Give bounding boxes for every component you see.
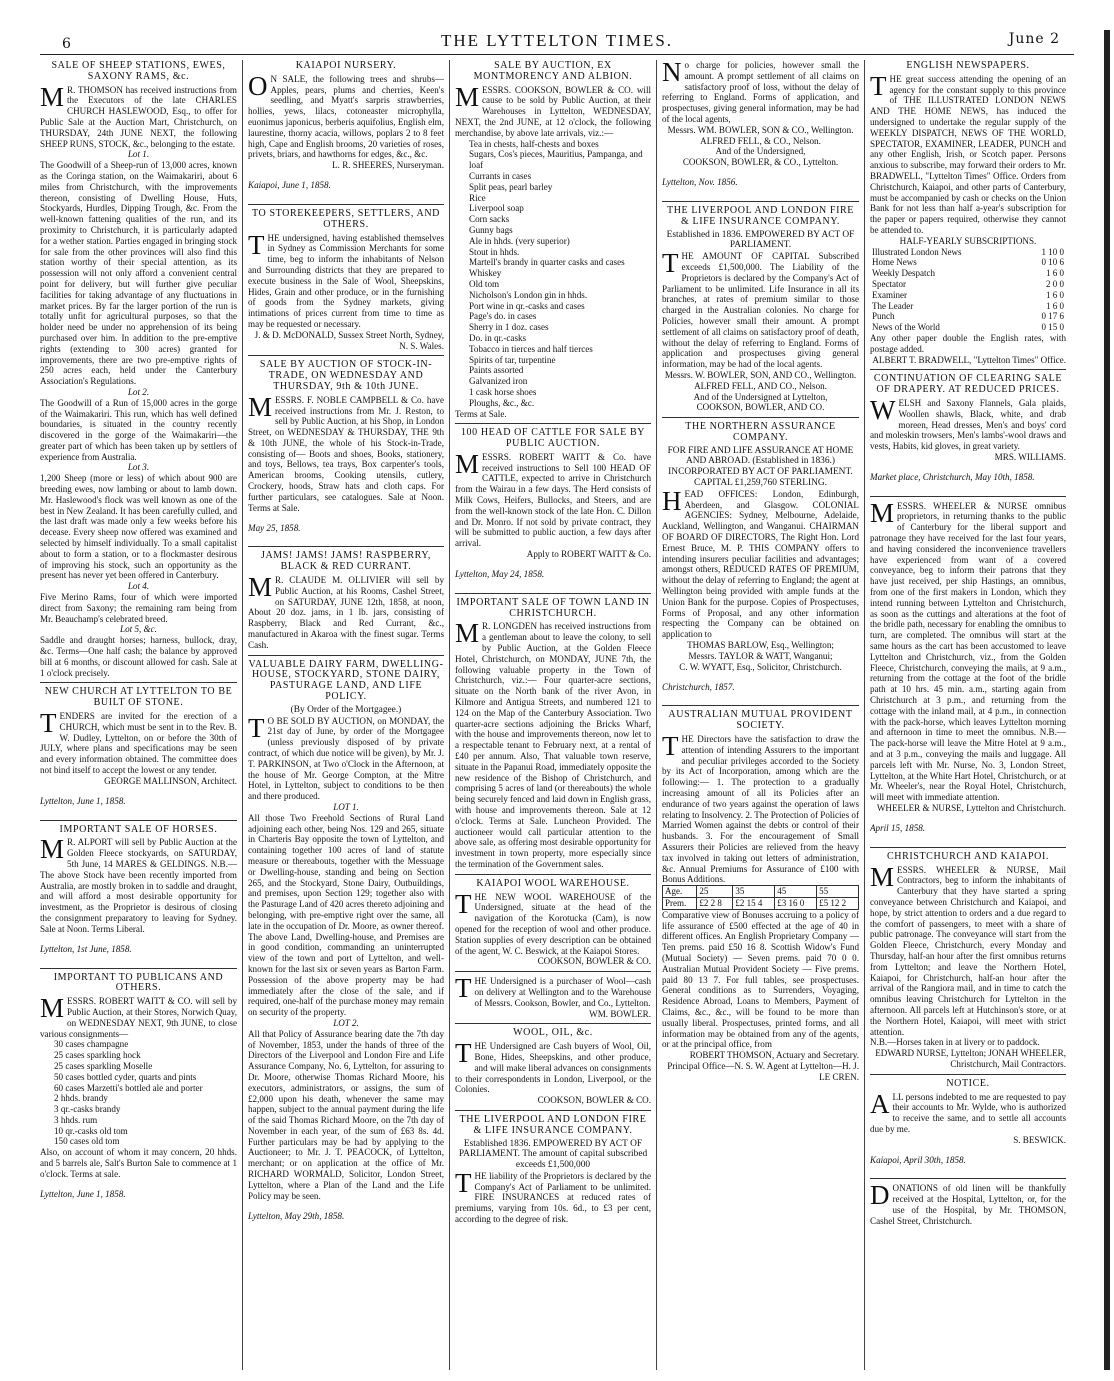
page-edge-bar: [1104, 30, 1110, 1370]
advertisement: [455, 1028, 651, 1111]
list-item: Paints assorted: [469, 365, 524, 376]
list-item: Tobacco in tierces and half tierces: [469, 343, 593, 354]
drop-cap: T: [455, 1038, 472, 1069]
lot-text: 1,200 Sheep (more or less) of which about 900 are breeding ewes, now lambing or about to lamb down. Mr. Haslewood's flock was well known as one of the best in New Zealand. It has been carefully culled, and the last draft was made only a few weeks before his decease. Every sheep now offered was examined and selected by himself individually. To a small capitalist about to form a station, or to a flockmaster desirous of improving his stock, such an opportunity as the present has never yet been offered in Canterbury.: [40, 473, 237, 581]
drop-cap: O: [248, 70, 268, 101]
table-cell: £2 15 4: [733, 897, 775, 909]
list-item: 3 hhds. rum: [54, 1114, 98, 1125]
ad-note: Any other paper double the English rates, with postage added.: [870, 332, 1066, 354]
advertisement: [870, 61, 1066, 370]
ad-heading: SALE BY AUCTION OF STOCK-IN-TRADE, ON WEDNESDAY AND THURSDAY, 9th & 10th JUNE.: [259, 359, 433, 392]
column-1: [40, 60, 237, 1370]
ad-body: [870, 497, 1066, 803]
drop-cap: N: [662, 60, 682, 87]
drop-cap: M: [40, 834, 65, 865]
list-item: 1 cask horse shoes: [469, 386, 537, 397]
lot-text: All those Two Freehold Sections of Rural Land adjoining each other, being Nos. 129 and 265, situate in Charteris Bay opposite the town of Lyttelton, and containing together 100 acres of land of statute measure or thereabouts, together with the Messuage or Dwelling-house, standing and being on Section 265, and the Stockyard, Stone Dairy, Outbuildings, and premises, upon Section 129; together also with the Pasturage Land of 420 acres thereto adjoining and belonging, with pre-emptive right over the same, all late in the occupation of Dr. Moore, as owner thereof. The above Land, Dwelling-house, and Premises are in good condition, commanding an uninterrupted view of the town and port of Lyttelton, and well-known for the last six or seven years as Barton Farm. Possession of the above property may be had immediately after the close of the sale, and if required, one-half of the purchase money may remain on security of the property.: [248, 812, 444, 1018]
advertisement: [870, 497, 1066, 848]
ad-body: [662, 60, 859, 125]
ad-dateline: Market place, Christchurch, May 10th, 1858.: [870, 471, 1035, 482]
table-cell: £5 12 2: [817, 897, 859, 909]
ad-signature: GEORGE MALLINSON, Architect.: [104, 775, 237, 786]
ad-signature: S. BESWICK.: [1013, 1134, 1066, 1145]
ad-body: [455, 448, 651, 549]
lot-heading: Lot 5, &c.: [120, 624, 157, 635]
ad-dateline: Lyttelton, 1st June, 1858.: [40, 943, 132, 954]
rate-paper: Illustrated London News: [872, 246, 962, 257]
ad-dateline: Lyttelton, Nov. 1856.: [662, 177, 738, 188]
ad-body: [248, 391, 444, 514]
premium-table: [662, 885, 859, 910]
rate-paper: Spectator: [872, 278, 906, 289]
advertisement: [455, 1115, 651, 1229]
rate-price: 1 6 0: [1046, 289, 1064, 300]
drop-cap: M: [455, 448, 480, 479]
ad-body-text: ESSRS. WHEELER & NURSE omnibus proprietors, in returning thanks to the public of Canterbury for the liberal support and patronage they have received for the last four years, and having considered the inconvenience travellers have experienced from want of a covered conveyance, beg to inform their patrons that they have just received, per ship Hastings, an omnibus, from one of the first makers in London, which they intend running between Lyttelton and Christchurch, as soon as the cuttings and alterations at the foot of the bridle path, necessary for enabling the omnibus to turn, are completed. The omnibus will start at the same hours as the cart has been accustomed to leave Lyttelton and Christchurch, viz., from the Golden Fleece, Christchurch, conveying the mails, at 9 a.m., returning from the cottage at the foot of the bridle path at 10 hrs. 45 min. a.m., starting again from Christchurch at 3 p.m., and returning from the cottage with the inland mail, at 4 p.m., in connection with the pack-horse, which leaves Lyttelton morning and afternoon in time to meet the omnibus. N.B.—The pack-horse will leave the Mitre Hotel at 9 a.m., and at 3 p.m., conveying the mails and luggage. All parcels left with Mr. Nurse, No. 3, London Street, Lyttelton, at the White Hart Hotel, Christchurch, or at Mr. Wheeler's, near the Royal Hotel, Christchurch, will meet with immediate attention.: [870, 500, 1066, 803]
lot-heading: LOT 1.: [333, 801, 359, 812]
agent-line: ALFRED FELL, & CO., Nelson.: [700, 135, 821, 146]
list-item: Split peas, pearl barley: [469, 181, 553, 192]
drop-cap: M: [248, 391, 273, 422]
agent-line: COOKSON, BOWLER, & CO., Lyttelton.: [682, 157, 839, 168]
ad-body-text: ESSRS. WHEELER & NURSE, Mail Contractors, beg to inform the inhabitants of Canterbury that they have started a spring conveyance between Christchurch and Kaiapoi, and hope, by strict attention to orders and a due regard to the comfort of passengers, to meet with a share of public patronage. The conveyance will start from the Golden Fleece, Christchurch, every Monday and Thursday, half-an hour after the first omnibus returns from Lyttelton; and leave the Northern Hotel, Kaiapoi, for Christchurch, half-an hour after the arrival of the Rangiora mail, and in time to catch the omnibus leaving Christchurch for Lyttelton in the afternoon. All parcels left at Hutchinson's store, or at the Northern Hotel, Kaiapoi, will meet with strict attention.: [870, 864, 1066, 1037]
lot-heading: LOT 2.: [333, 1017, 359, 1028]
list-item: 2 hhds. brandy: [54, 1093, 108, 1104]
advertisement: [455, 879, 651, 972]
rate-price: 0 17 6: [1041, 311, 1064, 322]
list-item: Currants in cases: [469, 170, 532, 181]
agent-line: Messrs. WM. BOWLER, SON & CO., Wellington.: [667, 124, 854, 135]
ad-heading: KAIAPOI WOOL WAREHOUSE.: [476, 877, 630, 889]
ad-body-text: LL persons indebted to me are requested to pay their accounts to Mr. Wylde, who is authorized to receive the same, and to settle all accounts due by me.: [870, 1091, 1066, 1134]
ad-heading: IMPORTANT SALE OF HORSES.: [59, 823, 218, 835]
advertisement: [455, 598, 651, 875]
lot-text: All that Policy of Assurance bearing date the 7th day of November, 1853, under the hands of three of the Directors of the Liverpool and London Fire and Life Assurance Company, No. 6, Lyttelton, for assuring to Dr. Moore, otherwise Thomas Richard Moore, his executors, administrators, or assigns, the sum of £2,000 upon his death, whenever the same may happen, subject to the annual payment during the life of the said Thomas Richard Moore, on the 7th day of November in each year, of the sum of £63 8s. 4d. Further particulars may be had by applying to the Auctioneer; to Mr. J. T. PEACOCK, of Lyttelton, merchant; or on application at the office of Mr. RICHARD WORMALD, Solicitor, London Street, Lyttelton, where a Plan of the Land and the Life Policy may be seen.: [248, 1028, 444, 1201]
drop-cap: M: [455, 81, 480, 112]
table-cell: £3 16 0: [775, 897, 817, 909]
table-row: [663, 886, 859, 898]
ad-body: [870, 861, 1066, 1038]
ad-body: [870, 1088, 1066, 1135]
list-item: Nicholson's London gin in hhds.: [469, 289, 588, 300]
list-item: Port wine in qr.-casks and cases: [469, 300, 585, 311]
list-item: Whiskey: [469, 268, 502, 279]
ad-body: [455, 973, 651, 1008]
ad-subheading: Established in 1836. EMPOWERED BY ACT OF PARLIAMENT.: [666, 229, 855, 251]
drop-cap: T: [455, 973, 472, 1004]
drop-cap: T: [455, 888, 472, 919]
ad-body: [248, 572, 444, 651]
table-cell: £2 2 8: [697, 897, 733, 909]
column-2: [248, 60, 444, 1370]
ad-dateline: Kaiapoi, June 1, 1858.: [248, 180, 331, 191]
lot-heading: Lot 3.: [127, 462, 150, 473]
lot-heading: Lot 1.: [127, 149, 150, 160]
list-item: 3 qr.-casks brandy: [54, 1104, 121, 1115]
ad-heading: THE NORTHERN ASSURANCE COMPANY.: [685, 421, 836, 443]
ad-body-text: R. ALPORT will sell by Public Auction at the Golden Fleece stockyards, on SATURDAY, 5th June, 14 MARES & GELDINGS. N.B.—The above Stock have been recently imported from Australia, are mostly broken in to saddle and draught, and will afford a most desirable opportunity for investment, as the Proprietor is desirous of closing the consignment preparatory to leaving for Sydney. Sale at Noon. Terms Liberal.: [40, 837, 237, 934]
ad-heading: ENGLISH NEWSPAPERS.: [906, 60, 1030, 71]
lot-heading: Lot 4.: [127, 581, 150, 592]
ad-body: [870, 394, 1066, 452]
agent-line: C. W. WYATT, Esq., Solicitor, Christchurch.: [679, 661, 842, 672]
lot-text: The Goodwill of a Sheep-run of 13,000 acres, known as the Coringa station, on the Waimakariri, about 6 miles from Christchurch, with the improvements thereon, consisting of Dwelling House, Huts, Stockyards, Hurdles, Dipping Trough, &c. From the well-known fattening qualities of the run, and its proximity to Christchurch, it is particularly adapted for a wether station. Parties engaged in bringing stock for sale from the other provinces will also find this station worthy of their special attention, as its possession will not only afford a convenient central point for delivery, but will further give peculiar facilities for taking advantage of any fluctuations in market prices. By far the larger portion of the run is totally unfit for agricultural purposes, so that the holder need be under no apprehension of its being purchased over him. In addition to the pre-emptive rights (extending to 300 acres) granted for improvements, there are two pre-emptive rights of 250 acres each, held under the Canterbury Association's Regulations.: [40, 160, 237, 387]
ad-heading: NEW CHURCH AT LYTTELTON TO BE BUILT OF STONE.: [44, 686, 233, 709]
advertisement: [870, 852, 1066, 1075]
ad-body: [662, 485, 859, 640]
advertisement: [248, 660, 444, 1235]
ad-body-text: R. LONGDEN has received instructions from a gentleman about to leave the colony, to sell by Public Auction, at the Golden Fleece Hotel, Christchurch, on MONDAY, JUNE 7th, the following valuable property in the Town of Christchurch, viz.:— Four quarter-acre sections, situate on the North bank of the river Avon, in Kilmore and Antigua Streets, and numbered 121 to 124 on the Map of the Canterbury Association. Two quarter-acre sections adjoining the Bricks Wharf, with the house and improvements thereon, now let to a respectable tenant to February next, at a rental of £40 per annum. Also, That valuable town reserve, situate in the Papanui Road, immediately opposite the new residence of the Bishop of Christchurch, and comprising 5 acres of land (or thereabouts) the whole being securely fenced and laid down in English grass, with house and improvements thereon. Sale at 12 o'clock. Terms at Sale. Luncheon Provided. The auctioneer would call particular attention to the above sale, as offering most desirable opportunity for investment in town property, more especially since the termination of the Government sales.: [455, 621, 651, 869]
ad-body: [455, 1038, 651, 1095]
ad-body: [248, 712, 444, 802]
table-cell: 35: [733, 886, 775, 898]
list-item: Galvanized iron: [469, 376, 528, 387]
column-4: [662, 60, 859, 1370]
ad-body: [40, 81, 237, 150]
drop-cap: A: [870, 1088, 890, 1119]
drop-cap: T: [455, 1167, 472, 1198]
advertisement: [40, 687, 237, 820]
table-row: [870, 290, 1066, 301]
ad-signature: ROBERT THOMSON, Actuary and Secretary. Principal Office—N. S. W. Agent at Lyttelton—H. J. LE CREN.: [667, 1050, 859, 1082]
ad-body-text: O BE SOLD BY AUCTION, on MONDAY, the 21st day of June, by order of the Mortgagee (unless previously disposed of by private contract, of which due notice will be given), by Mr. J. T. PARKINSON, at Two o'Clock in the Afternoon, at the house of Mr. George Compton, at the Mitre Hotel, in Lyttelton, subject to conditions to be then and there produced.: [248, 715, 444, 802]
table-cell: 45: [775, 886, 817, 898]
ad-body: [870, 1180, 1066, 1226]
ad-body-text: o charge for policies, however small the amount. A prompt settlement of all claims on satisfactory proof of loss, without the delay of referring to England. Forms of application, and prospectuses, giving general information, may be had of the local agents,: [662, 60, 859, 124]
drop-cap: M: [40, 993, 65, 1024]
list-item: 60 cases Marzetti's bottled ale and porter: [54, 1082, 203, 1093]
table-row: [663, 897, 859, 909]
column-rule: [656, 60, 657, 1370]
list-item: Martell's brandy in quarter casks and cases: [469, 257, 625, 268]
list-item: Sugars, Cos's pieces, Mauritius, Pampanga, and loaf: [469, 149, 643, 171]
agent-line: And of the Undersigned at Lyttelton,: [693, 391, 828, 402]
agent-line: Messrs. W. BOWLER, SON, AND CO., Wellington.: [664, 369, 857, 380]
ad-heading: 100 HEAD OF CATTLE FOR SALE BY PUBLIC AUCTION.: [460, 427, 646, 450]
advertisement: [455, 428, 651, 594]
ad-body-text: EAD OFFICES: London, Edinburgh, Aberdeen, and Glasgow. COLONIAL AGENCIES: Sydney, Melbourne, Adelaide, Auckland, Wellington, and Wanganui. CHAIRMAN OF BOARD OF DIRECTORS, The Right Hon. Lord Ernest Bruce, M. P. THIS COMPANY offers to intending insurers peculiar facilities and advantages; amongst others, REDUCED RATES OF PREMIUM, without the delay of referring to England; the agent at Wellington being provided with ample funds at the Union Bank for the purpose. Copies of Prospectuses, Forms of Proposal, and any other information respecting the Company can be obtained on application to: [662, 488, 859, 640]
list-item: Spirits of tar, turpentine: [469, 354, 556, 365]
list-item: 150 cases old tom: [54, 1136, 120, 1147]
list-item: 25 cases sparkling Moselle: [54, 1060, 153, 1071]
ad-signature: EDWARD NURSE, Lyttelton; JONAH WHEELER, Christchurch, Mail Contractors.: [875, 1048, 1066, 1069]
drop-cap: T: [662, 248, 679, 279]
ad-dateline: Lyttelton, June 1, 1858.: [40, 1188, 126, 1199]
ad-subheading: FOR FIRE AND LIFE ASSURANCE AT HOME AND ABROAD. (Established in 1836.) INCORPORATED BY ACT OF PARLIAMENT. CAPITAL £1,259,760 STERLING.: [667, 445, 854, 489]
agent-line: THOMAS BARLOW, Esq., Wellington;: [687, 640, 834, 651]
drop-cap: T: [248, 712, 265, 743]
ad-body: [248, 229, 444, 330]
ad-body-text: ELSH and Saxony Flannels, Gala plaids, Woollen shawls, Black, white, and drab moreen, Head dresses, Men's and boys' cord and moleskin trowsers, Men's lambs'-wool draws and vests, Habits, kid gloves, in great variety.: [870, 397, 1066, 452]
agent-line: COOKSON, BOWLER, AND CO.: [696, 402, 825, 413]
advertisement: [455, 61, 651, 424]
ad-body-text: HE Undersigned are Cash buyers of Wool, Oil, Bone, Hides, Sheepskins, and other produce, and will make liberal advances on consignments to their correspondents in London, Liverpool, or the Colonies.: [455, 1041, 651, 1095]
column-rule: [449, 60, 450, 1370]
agent-line: Messrs. TAYLOR & WATT, Wanganui;: [688, 650, 833, 661]
table-row: [870, 257, 1066, 268]
advertisement: [662, 422, 859, 706]
rate-price: 0 10 6: [1041, 257, 1064, 268]
advertisement: [870, 374, 1066, 496]
advertisement: [248, 61, 444, 205]
ad-dateline: Kaiapoi, April 30th, 1858.: [870, 1154, 966, 1165]
ad-dateline: April 15, 1858.: [870, 822, 926, 833]
ad-body: [40, 834, 237, 934]
drop-cap: T: [870, 70, 887, 101]
rate-paper: Weekly Despatch: [872, 268, 935, 279]
ad-heading: THE LIVERPOOL AND LONDON FIRE & LIFE INSURANCE COMPANY.: [459, 1113, 647, 1136]
ad-note: Terms at Sale.: [455, 408, 507, 419]
ad-body: [455, 888, 651, 957]
ad-body: [455, 1167, 651, 1225]
drop-cap: T: [40, 708, 57, 739]
drop-cap: M: [455, 618, 480, 649]
masthead: [40, 28, 1074, 55]
table-row: [870, 301, 1066, 312]
list-item: Ale in hhds. (very superior): [469, 235, 570, 246]
rates-heading: HALF-YEARLY SUBSCRIPTIONS.: [899, 235, 1037, 246]
rate-paper: Examiner: [872, 289, 907, 300]
ad-body-text: ONATIONS of old linen will be thankfully received at the Hospital, Lyttelton, or, for the use of the Hospital, by Mr. THOMSON, Cashel Street, Christchurch.: [870, 1183, 1066, 1226]
advertisement: [248, 551, 444, 655]
ad-heading: CHRISTCHURCH AND KAIAPOI.: [887, 850, 1049, 862]
drop-cap: H: [662, 485, 682, 516]
newspaper-title: THE LYTTELTON TIMES.: [440, 31, 674, 50]
list-item: Ploughs, &c., &c.: [469, 397, 535, 408]
ad-heading: IMPORTANT SALE OF TOWN LAND IN CHRISTCHURCH.: [456, 596, 650, 619]
ad-signature: WHEELER & NURSE, Lyttelton and Christchurch.: [876, 802, 1066, 813]
table-row: [870, 322, 1066, 333]
table-cell: Age.: [663, 886, 697, 898]
ad-dateline: Lyttelton, June 1, 1858.: [40, 795, 126, 806]
ad-heading: IMPORTANT TO PUBLICANS AND OTHERS.: [53, 971, 224, 994]
ad-body-text: HE Undersigned is a purchaser of Wool—cash on delivery at Wellington and to the Warehouse of Messrs. Cookson, Bowler, and Co., Lyttelton.: [474, 976, 651, 1008]
list-item: Sherry in 1 doz. cases: [469, 322, 549, 333]
agent-line: ALFRED FELL, AND CO., Nelson.: [694, 380, 827, 391]
rate-paper: Home News: [872, 257, 917, 268]
rate-paper: News of the World: [872, 322, 940, 333]
list-item: Gunny bags: [469, 224, 513, 235]
table-row: [870, 311, 1066, 322]
ad-note: Also, on account of whom it may concern, 20 hhds. and 5 barrels ale, Salt's Burton Sale to commence at 1 o'clock. Terms at sale.: [40, 1147, 237, 1179]
ad-signature: L. R. SHEERES, Nurseryman.: [332, 160, 444, 171]
ad-heading: TO STOREKEEPERS, SETTLERS, AND OTHERS.: [252, 207, 440, 230]
lot-text: Five Merino Rams, four of which were imported direct from Saxony; the remaining ram being from Mr. Beauchamp's celebrated breed.: [40, 592, 237, 624]
ad-body-text: R. THOMSON has received instructions from the Executors of the late CHARLES CHURCH HASLEWOOD, Esq., to offer for Public Sale at the Auction Mart, Christchurch, on THURSDAY, 24th JUNE NEXT, the following SHEEP RUNS, STOCK, &c., belonging to the estate.: [40, 84, 237, 149]
rate-price: 1 6 0: [1046, 268, 1064, 279]
ad-body: [40, 993, 237, 1039]
ad-heading: JAMS! JAMS! JAMS! RASPBERRY, BLACK & RED CURRANT.: [260, 550, 431, 573]
table-cell: 25: [697, 886, 733, 898]
ad-dateline: May 25, 1858.: [248, 522, 301, 533]
list-item: 50 cases bottled cyder, quarts and pints: [54, 1071, 197, 1082]
ad-heading: THE LIVERPOOL AND LONDON FIRE & LIFE INSURANCE COMPANY.: [666, 204, 855, 227]
ad-body-text: ESSRS. ROBERT WAITT & CO. will sell by Public Auction, at their Stores, Norwich Quay, on WEDNESDAY NEXT, 9th JUNE, to close various consignments—: [40, 996, 237, 1039]
drop-cap: M: [870, 861, 895, 892]
list-item: 30 cases champagne: [54, 1039, 129, 1050]
rate-price: 1 10 0: [1041, 246, 1064, 257]
ad-heading: VALUABLE DAIRY FARM, DWELLING-HOUSE, STOCKYARD, STONE DAIRY, PASTURAGE LAND, AND LIFE POLICY.: [248, 658, 444, 703]
list-item: Rice: [469, 192, 486, 203]
ad-body: [248, 70, 444, 160]
list-item: Liverpool soap: [469, 203, 524, 214]
rate-paper: The Leader: [872, 300, 914, 311]
ad-body-text: HE Directors have the satisfaction to draw the attention of intending Assurers to the important and peculiar privileges accorded to the Society by its Act of Incorporation, among which are the following:— 1. The protection to a gradually increasing amount of all its Policies after an endurance of two years against the operation of laws relating to Insolvency. 2. The Protection of Policies of Married Women against the debts or control of their husbands. 3. For the encouragement of Small Assurers their Policies are relieved from the heavy tax involved in taking out letters of administration, &c. Annual Premiums for Assurance of £100 with Bonus Additions.: [662, 734, 859, 885]
advertisement: [662, 60, 859, 202]
ad-signature: COOKSON, BOWLER & CO.: [537, 956, 651, 967]
drop-cap: T: [248, 229, 265, 260]
column-rule: [864, 60, 865, 1370]
table-cell: 55: [817, 886, 859, 898]
lot-heading: Lot 2.: [127, 386, 150, 397]
drop-cap: D: [870, 1180, 890, 1211]
drop-cap: M: [248, 572, 273, 603]
ad-dateline: Lyttelton, May 29th, 1858.: [248, 1210, 345, 1221]
ad-body: [40, 708, 237, 776]
advertisement: [248, 209, 444, 356]
ad-body: [870, 70, 1066, 236]
lot-text: Saddle and draught horses; harness, bullock, dray, &c. Terms—One half cash; the balance by approved bill at 6 months, or discount allowed for cash. Sale at 1 o'clock precisely.: [40, 635, 237, 678]
list-item: Page's do. in cases: [469, 311, 537, 322]
advertisement: [40, 825, 237, 969]
ad-note: N.B.—Horses taken in at livery or to paddock.: [870, 1037, 1040, 1048]
ad-body-text: ESSRS. ROBERT WAITT & Co. have received instructions to Sell 100 HEAD OF CATTLE, expected to arrive in Christchurch from the Wairau in a few days. The Herd consists of Milk Cows, Heifers, Bullocks, and Steers, and are from the well-known stock of the late Hon. C. Dillon and Dr. Monro. If not sold by private contract, they will be submitted to public auction, a few days after arrival.: [455, 451, 651, 549]
ad-signature: COOKSON, BOWLER & CO.: [537, 1095, 651, 1106]
list-item: Old tom: [469, 278, 500, 289]
ad-signature: J. & D. McDONALD, Sussex Street North, Sydney, N. S. Wales.: [254, 329, 444, 351]
ad-body-text: HE NEW WOOL WAREHOUSE of the Undersigned, situate at the head of the navigation of the Korotucka (Cam), is now opened for the reception of wool and other produce. Station supplies of every description can be obtained of the agent, W. C. Beswick, at the Kaiapoi Stores.: [455, 891, 651, 956]
advertisement: [455, 973, 651, 1024]
ad-body-text: ESSRS. F. NOBLE CAMPBELL & Co. have received instructions from Mr. J. Reston, to sell by Public Auction, at his Shop, in London Street, on WEDNESDAY & THURSDAY, THE 9th & 10th JUNE, the whole of his Stock-in-Trade, consisting of— Boots and shoes, Books, stationery, and toys, Bellows, tea trays, Box carpenter's tools, American brooms, Cooking utensils, cutlery, Crockery, hoods, Straw hats and cloth caps. For further particulars, see catalogues. Sale at Noon. Terms at Sale.: [248, 394, 444, 513]
advertisement: [662, 710, 859, 1086]
ad-body-text: HE undersigned, having established themselves in Sydney as Commission Merchants for some time, beg to inform the inhabitants of Nelson and Surrounding districts that they are prepared to execute business in the Sale of Wool, Sheepskins, Hides, Grain and other produce, or in the furnishing of goods from the Sydney markets, giving intimations of prices current from time to time as may be requested or necessary.: [248, 232, 444, 329]
list-item: 10 qr.-casks old tom: [54, 1125, 128, 1136]
ad-heading: CONTINUATION OF CLEARING SALE OF DRAPERY. AT REDUCED PRICES.: [873, 373, 1063, 396]
ad-subheading: (By Order of the Mortgagee.): [290, 704, 402, 715]
advertisement: [870, 1180, 1066, 1230]
issue-date: June 2: [1008, 31, 1060, 47]
rate-price: 2 0 0: [1046, 278, 1064, 289]
ad-body: [662, 731, 859, 885]
table-row: [870, 247, 1066, 258]
advertisement: [40, 973, 237, 1213]
ad-signature: ALBERT T. BRADWELL, "Lyttelton Times" Office.: [872, 354, 1066, 365]
ad-heading: AUSTRALIAN MUTUAL PROVIDENT SOCIETY.: [668, 709, 853, 732]
ad-body: [455, 81, 651, 139]
table-row: [870, 268, 1066, 279]
rate-paper: Punch: [872, 311, 895, 322]
ad-body-text: HE great success attending the opening of an agency for the constant supply to this province of THE ILLUSTRATED LONDON NEWS AND THE HOME NEWS, has induced the undersigned to undertake the regular supply of the WEEKLY DISPATCH, NEWS OF THE WORLD, SPECTATOR, EXAMINER, LEADER, PUNCH and any other English, Irish, or Scotch paper. Persons anxious to subscribe, may forward their orders to Mr. BRADWELL, "Lyttelton Times" Office. Orders from Christchurch, Kaiapoi, and other parts of Canterbury, must be accompanied by cash or checks on the Union Bank for not less than half a-year's subscription for the paper or papers required, otherwise they cannot be attended to.: [870, 73, 1066, 235]
drop-cap: M: [870, 497, 895, 528]
list-item: 25 cases sparkling hock: [54, 1050, 141, 1061]
drop-cap: M: [40, 81, 65, 112]
ad-heading: WOOL, OIL, &c.: [513, 1027, 593, 1039]
drop-cap: W: [870, 394, 896, 425]
list-item: Tea in chests, half-chests and boxes: [469, 138, 599, 149]
page-number: 6: [62, 36, 71, 52]
ad-body: [455, 618, 651, 869]
ad-body-text: ENDERS are invited for the erection of a CHURCH, which must be sent in to the Rev. B. W. Dudley, Lyttelton, on or before the 30th of JULY, where plans and specifications may be seen and every information obtained. The committee does not bind itself to accept the lowest or any tender.: [40, 711, 237, 775]
rate-price: 1 6 0: [1046, 300, 1064, 311]
ad-signature: WM. BOWLER.: [589, 1008, 651, 1019]
ad-heading: KAIAPOI NURSERY.: [295, 60, 397, 71]
list-item: Corn sacks: [469, 214, 510, 225]
column-3: [455, 60, 651, 1370]
table-cell: Prem.: [663, 897, 697, 909]
ad-note: Comparative view of Bonuses accruing to a policy of life assurance of £500 effected at the age of 40 in different offices. An English Proprietary Company — Ten prems. paid £50 16 8. Scottish Widow's Fund (Mutual Society) — Seven prems. paid 70 0 0. Australian Mutual Provident Society — Five prems. paid 80 13 7. For full tables, see prospectuses. General conditions as to Surrenders, Voyaging, Residence Abroad, Loans to Members, Payment of Claims, &c., &c., will be found to be more than usually liberal. Prospectuses, printed forms, and all information may be obtained from any of the agents, or at the principal office, from: [662, 909, 859, 1050]
advertisement: [870, 1079, 1066, 1180]
ad-body-text: HE AMOUNT OF CAPITAL Subscribed exceeds £1,500,000. The Liability of the Proprietors is declared by the Company's Act of Parliament to be unlimited. Life Insurance in all its branches, at rates of premium similar to those charged in the Australian colonies. No charge for Policies, however small their amount. A prompt settlement of all claims on satisfactory proof of death, without the delay of referring to England. Forms of application and prospectuses giving general information, may be had of the local agents.: [662, 251, 859, 370]
ad-heading: NOTICE.: [946, 1077, 990, 1089]
advertisement: [662, 206, 859, 418]
lot-text: The Goodwill of a Run of 15,000 acres in the gorge of the Waimakariri. This run, which has well defined boundaries, is situated in the country recently discovered in the gorge of the Waimakariri—the greater part of which has been taken up by settlers of experience from Australia.: [40, 397, 237, 462]
agent-line: And of the Undersigned,: [715, 146, 806, 157]
ad-subheading: Established 1836. EMPOWERED BY ACT OF PARLIAMENT. The amount of capital subscribed exceeds £1,500,000: [458, 1138, 648, 1171]
drop-cap: T: [662, 731, 679, 761]
rate-price: 0 15 0: [1041, 322, 1064, 333]
ad-body-text: N SALE, the following trees and shrubs— Apples, pears, plums and cherries, Keen's seedling, and Myatt's sarpris strawberries, hollies, yews, lilacs, cotoneaster microphylla, euonimus japonicus, berberis aquifolius, English elm, laurestine, thorny acacia, willows, poplars 2 to 8 feet high, Cape and English brooms, 20 varieties of roses, privets, briars, and hawthorns for edges, &c., &c.: [248, 73, 444, 160]
ad-body-text: ESSRS. COOKSON, BOWLER & CO. will cause to be sold by Public Auction, at their Warehouses in Lyttelton, WEDNESDAY, NEXT, the 2nd JUNE, at 12 o'clock, the following merchandise, by above late arrivals, viz.:—: [455, 84, 651, 138]
ad-heading: SALE OF SHEEP STATIONS, EWES, SAXONY RAMS, &c.: [51, 60, 226, 82]
ad-dateline: Lyttelton, May 24, 1858.: [455, 568, 545, 579]
ad-body-text: R. CLAUDE M. OLLIVIER will sell by Public Auction, at his Rooms, Cashel Street, on SATURDAY, JUNE 12th, 1858, at noon, About 20 doz. jams, in 1 lb. jars, consisting of Raspberry, Black and Red Currant, &c., manufactured in Akaroa with the finest sugar. Terms Cash.: [248, 575, 444, 650]
advertisement: [248, 360, 444, 547]
ad-heading: SALE BY AUCTION, EX MONTMORENCY AND ALBION.: [473, 60, 633, 82]
advertisement: [40, 61, 237, 683]
ad-signature: MRS. WILLIAMS.: [994, 451, 1066, 462]
ad-body: [662, 248, 859, 370]
ad-dateline: Christchurch, 1857.: [662, 681, 735, 692]
list-item: Do. in qr.-casks: [469, 332, 527, 343]
ad-signature: Apply to ROBERT WAITT & Co.: [526, 549, 651, 560]
table-row: [870, 279, 1066, 290]
column-5: [870, 60, 1066, 1370]
list-item: Stout in hhds.: [469, 246, 520, 257]
rates-table: [870, 247, 1066, 333]
column-rule: [242, 60, 243, 1370]
ad-body-text: HE liability of the Proprietors is declared by the Company's Act of Parliament to be unlimited. FIRE INSURANCES at reduced rates of premiums, varying from 10s. 6d., to £3 per cent, according to the degree of risk.: [455, 1170, 651, 1225]
